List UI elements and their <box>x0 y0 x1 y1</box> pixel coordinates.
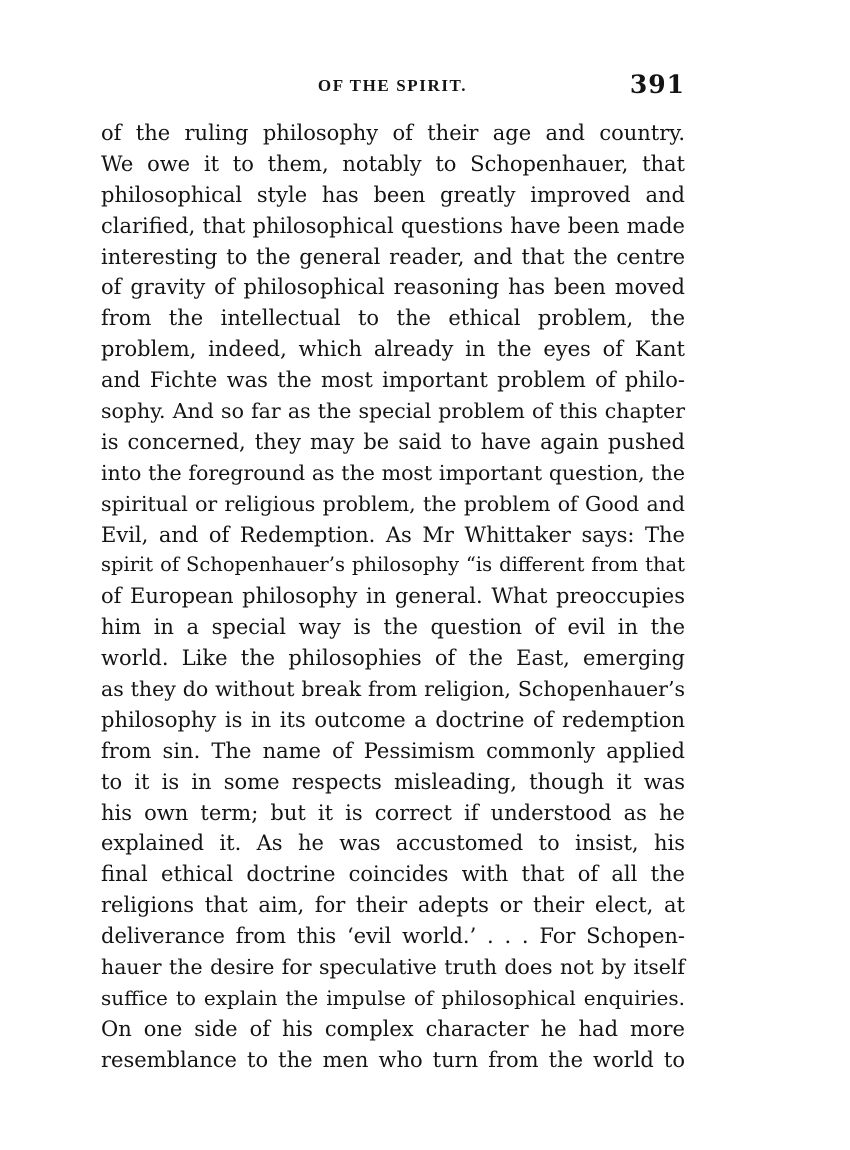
text-line: his own term; but it is correct if understood as he <box>101 800 685 825</box>
running-title: OF THE SPIRIT. <box>317 76 468 95</box>
text-line: of European philosophy in general. What preoccupies <box>101 584 685 609</box>
text-line: is concerned, they may be said to have again pushed <box>101 429 685 454</box>
text-line: religions that aim, for their adepts or their elect, at <box>101 893 685 918</box>
text-line: final ethical doctrine coincides with that of all the <box>101 862 685 887</box>
text-line: to it is in some respects misleading, though it was <box>101 769 685 794</box>
text-line: spiritual or religious problem, the problem of Good and <box>101 491 685 516</box>
text-line: suffice to explain the impulse of philosophical enquiries. <box>101 985 685 1010</box>
text-line: deliverance from this ‘evil world.’ . . . For Schopen- <box>101 924 685 949</box>
text-line: from the intellectual to the ethical problem, the <box>101 306 685 331</box>
running-head <box>100 70 685 106</box>
text-line: sophy. And so far as the special problem of this chapter <box>101 399 685 424</box>
text-line: interesting to the general reader, and that the centre <box>101 244 685 269</box>
text-line: of the ruling philosophy of their age and country. <box>101 121 685 145</box>
text-line: philosophical style has been greatly improved and <box>101 182 685 207</box>
body-text <box>101 118 685 1076</box>
text-line: We owe it to them, notably to Schopenhauer, that <box>101 151 685 176</box>
text-line: into the foreground as the most important question, the <box>101 460 685 485</box>
text-line: resemblance to the men who turn from the world to <box>101 1047 685 1072</box>
text-line: explained it. As he was accustomed to insist, his <box>101 831 685 856</box>
text-line: from sin. The name of Pessimism commonly applied <box>101 738 685 763</box>
text-line: world. Like the philosophies of the East, emerging <box>101 646 685 671</box>
text-line: On one side of his complex character he had more <box>101 1016 685 1041</box>
text-line: spirit of Schopenhauer’s philosophy “is different from that <box>101 553 685 577</box>
text-line: as they do without break from religion, Schopenhauer’s <box>101 677 685 702</box>
text-line: clarified, that philosophical questions have been made <box>101 213 685 238</box>
page-number: 391 <box>629 70 685 99</box>
text-line: and Fichte was the most important problem of philo- <box>101 368 685 393</box>
text-line: Evil, and of Redemption. As Mr Whittaker says: The <box>101 522 685 547</box>
text-line: of gravity of philosophical reasoning has been moved <box>101 275 685 300</box>
text-line: problem, indeed, which already in the eyes of Kant <box>101 337 685 362</box>
text-line: philosophy is in its outcome a doctrine of redemption <box>101 707 685 732</box>
text-line: him in a special way is the question of evil in the <box>101 615 685 640</box>
text-line: hauer the desire for speculative truth does not by itself <box>101 955 685 980</box>
